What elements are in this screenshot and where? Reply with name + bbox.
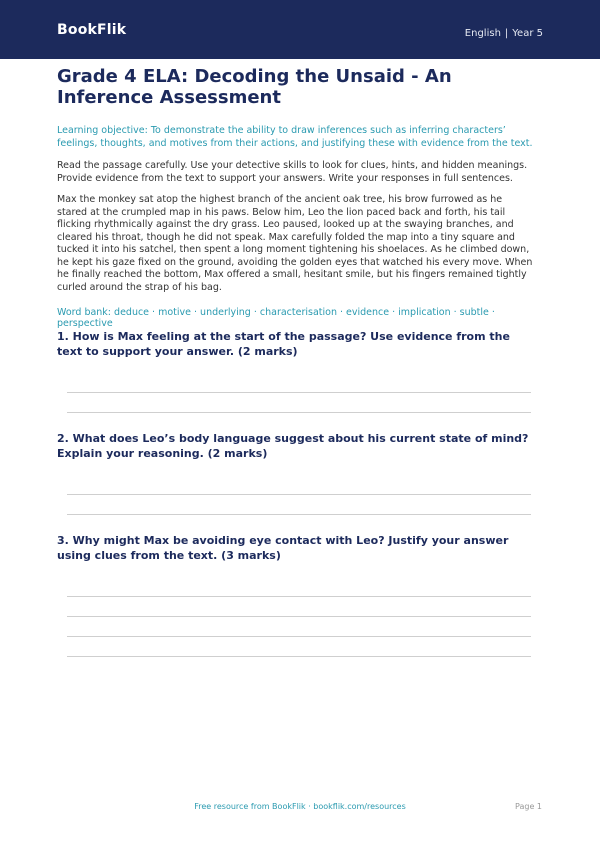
question-text: 1. How is Max feeling at the start of the passage? Use evidence from the text to support your answer. (2 marks): [57, 330, 510, 358]
question-3: [57, 533, 535, 563]
answer-line[interactable]: [67, 616, 531, 617]
answer-line[interactable]: [67, 596, 531, 597]
page-footer: [0, 802, 600, 816]
learning-objective: Learning objective: To demonstrate the ability to draw inferences such as inferring characters’ feelings, thoughts, and motives from their actions, and justifying these with evidence from the text.: [57, 125, 533, 149]
answer-line[interactable]: [67, 412, 531, 413]
page-number: Page 1: [515, 802, 542, 811]
question-text: 2. What does Leo’s body language suggest about his current state of mind? Explain your reasoning. (2 marks): [57, 432, 529, 460]
meta-separator: |: [504, 28, 509, 39]
worksheet-content: [57, 66, 535, 329]
question-2: [57, 431, 535, 461]
question-1: [57, 329, 535, 359]
page-title: Grade 4 ELA: Decoding the Unsaid - An Inference Assessment: [57, 66, 452, 108]
subject-year-label: [465, 28, 543, 39]
answer-line[interactable]: [67, 392, 531, 393]
page-header: [0, 0, 600, 59]
answer-line[interactable]: [67, 636, 531, 637]
instructions: Read the passage carefully. Use your detective skills to look for clues, hints, and hidden meanings. Provide evidence from the text to support your answers. Write your responses in full sentences.: [57, 160, 528, 184]
subject-label: English: [464, 28, 501, 39]
answer-line[interactable]: [67, 656, 531, 657]
brand-logo: BookFlik: [57, 22, 127, 38]
year-label: Year 5: [512, 28, 543, 39]
question-text: 3. Why might Max be avoiding eye contact with Leo? Justify your answer using clues from the text. (3 marks): [57, 534, 509, 562]
answer-line[interactable]: [67, 494, 531, 495]
reading-passage: Max the monkey sat atop the highest branch of the ancient oak tree, his brow furrowed as he stared at the crumpled map in his paws. Below him, Leo the lion paced back and forth, his tail flicking rhythmically against the dry grass. Leo paused, looked up at the swaying branches, and cleared his throat, though he did not speak. Max carefully folded the map into a tiny square and tucked it into his satchel, then spent a long moment tightening his shoelaces. As he climbed down, he kept his gaze fixed on the ground, avoiding the golden eyes that watched his every move. When he finally reached the bottom, Max offered a small, hesitant smile, but his fingers remained tightly curled around the strap of his bag.: [57, 194, 533, 293]
answer-line[interactable]: [67, 514, 531, 515]
word-bank: Word bank: deduce · motive · underlying · characterisation · evidence · implication · subtle · perspective: [57, 307, 495, 329]
footer-credit-link[interactable]: Free resource from BookFlik · bookflik.com/resources: [194, 802, 406, 811]
